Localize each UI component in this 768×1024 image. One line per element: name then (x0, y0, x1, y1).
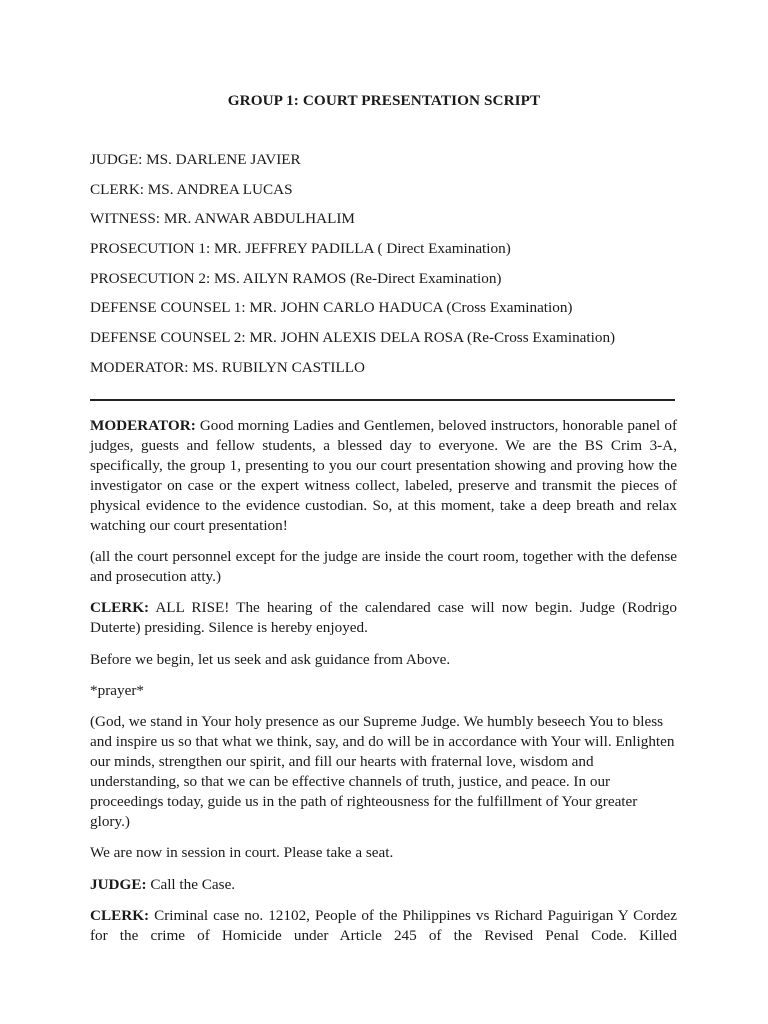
cast-clerk: CLERK: MS. ANDREA LUCAS (90, 180, 293, 198)
cast-witness: WITNESS: MR. ANWAR ABDULHALIM (90, 210, 355, 228)
speaker-label: CLERK: (90, 907, 150, 925)
prayer-paragraph (90, 712, 677, 831)
paragraph-text: We are now in session in court. Please take a seat. (90, 844, 394, 862)
script-body (90, 416, 677, 946)
moderator-opening-paragraph (90, 416, 677, 535)
speaker-label: MODERATOR: (90, 417, 196, 434)
clerk-all-rise-paragraph (90, 598, 677, 638)
paragraph-text: ALL RISE! The hearing of the calendared case will now begin. Judge (Rodrigo Duterte) presiding. Silence is hereby enjoyed. (90, 599, 677, 637)
cast-prosecution-2: PROSECUTION 2: MS. AILYN RAMOS (Re-Direct Examination) (90, 269, 502, 287)
cast-judge: JUDGE: MS. DARLENE JAVIER (90, 151, 301, 168)
clerk-case-paragraph (90, 906, 677, 946)
speaker-label: CLERK: (90, 599, 150, 617)
paragraph-text: Before we begin, let us seek and ask guidance from Above. (90, 650, 451, 668)
stage-direction-paragraph (90, 547, 677, 587)
guidance-paragraph (90, 650, 677, 670)
cast-defense-counsel-1: DEFENSE COUNSEL 1: MR. JOHN CARLO HADUCA (Cross Examination) (90, 299, 573, 317)
speaker-label: JUDGE: (90, 875, 147, 893)
paragraph-text: Good morning Ladies and Gentlemen, beloved instructors, honorable panel of judges, guests and fellow students, a blessed day to everyone. We are the BS Crim 3-A, specifically, the group 1, presenting to you our court presentation showing and proving how the investigator on case or the expert witness collect, labeled, preserve and transmit the pieces of physical evidence to the evidence custodian. So, at this moment, take a deep breath and relax watching our court presentation! (90, 417, 677, 534)
paragraph-text: Criminal case no. 12102, People of the Philippines vs Richard Paguirigan Y Cordez for the crime of Homicide under Article 245 of the Revised Penal Code. Killed (90, 907, 677, 945)
paragraph-text: (God, we stand in Your holy presence as our Supreme Judge. We humbly beseech You to bless and inspire us so that what we think, say, and do will be in accordance with Your will. Enlighten our minds, strengthen our spirit, and fill our hearts with fraternal love, wisdom and understanding, so that we can be effective channels of truth, justice, and peace. In our proceedings today, guide us in the path of righteousness for the fulfillment of Your greater glory.) (90, 713, 675, 830)
paragraph-text: (all the court personnel except for the judge are inside the court room, together with the defense and prosecution atty.) (90, 547, 677, 585)
paragraph-text: *prayer* (90, 681, 144, 699)
cast-moderator: MODERATOR: MS. RUBILYN CASTILLO (90, 358, 365, 376)
document-title: GROUP 1: COURT PRESENTATION SCRIPT (227, 92, 541, 109)
cast-defense-counsel-2: DEFENSE COUNSEL 2: MR. JOHN ALEXIS DELA ROSA (Re-Cross Examination) (90, 329, 616, 347)
section-divider (90, 399, 675, 401)
paragraph-text: Call the Case. (146, 875, 236, 893)
judge-call-case-paragraph (90, 875, 677, 895)
prayer-heading (90, 681, 677, 701)
cast-prosecution-1: PROSECUTION 1: MR. JEFFREY PADILLA ( Direct Examination) (90, 240, 511, 258)
session-paragraph (90, 843, 677, 863)
cast-list (90, 150, 690, 388)
